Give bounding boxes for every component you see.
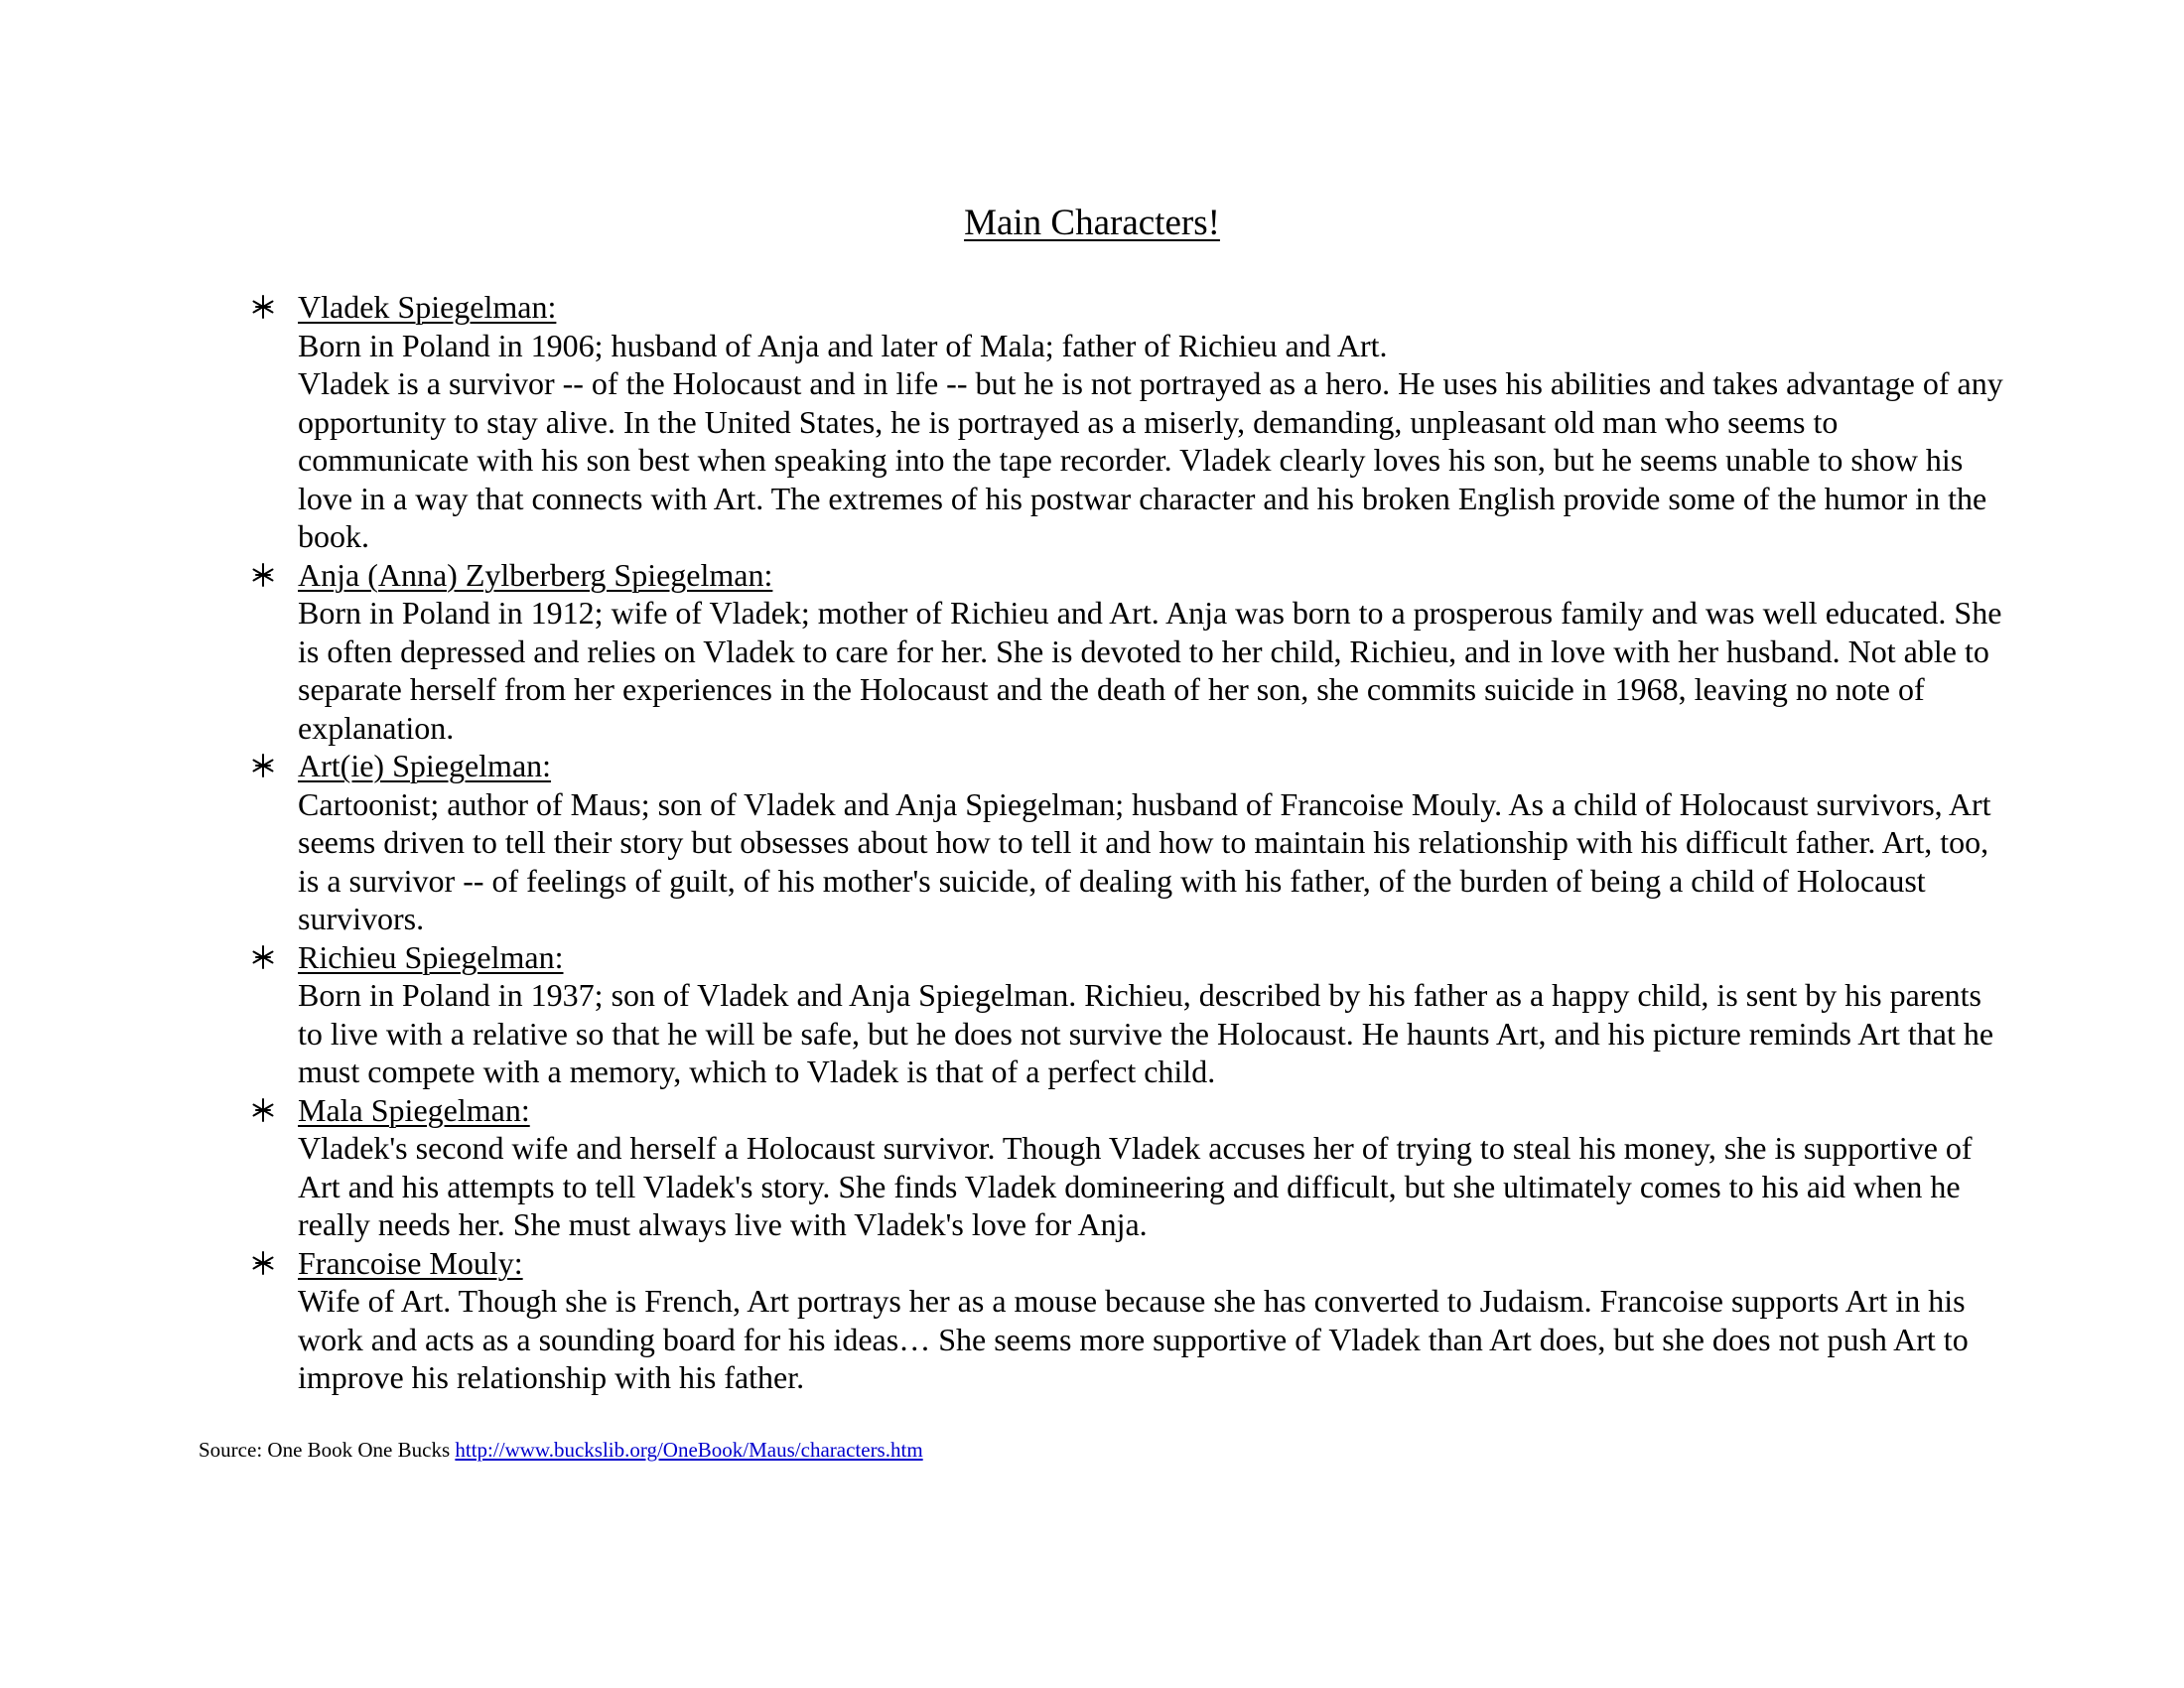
source-citation	[199, 1437, 923, 1463]
asterisk-star-icon	[248, 1244, 278, 1282]
character-entry-mala	[298, 1091, 2005, 1244]
character-name: Art(ie) Spiegelman:	[298, 748, 552, 783]
character-entry-richieu	[298, 938, 2005, 1091]
asterisk-star-icon	[248, 1091, 278, 1129]
character-name: Vladek Spiegelman:	[298, 289, 557, 325]
character-description: Wife of Art. Though she is French, Art portrays her as a mouse because she has converted to Judaism. Francoise supports Art in his work and acts as a sounding board for his ideas… She seems more supportive of Vladek than Art does, but she does not push Art to improve his relationship with his father.	[298, 1283, 1969, 1395]
character-description: Vladek is a survivor -- of the Holocaust and in life -- but he is not portrayed as a hero. He uses his abilities and takes advantage of any opportunity to stay alive. In the United States, he is portrayed as a miserly, demanding, unpleasant old man who seems to communicate with his son best when speaking into the tape recorder. Vladek clearly loves his son, but he seems unable to show his love in a way that connects with Art. The extremes of his postwar character and his broken English provide some of the humor in the book.	[298, 365, 2003, 554]
page-title	[0, 202, 2184, 245]
asterisk-star-icon	[248, 556, 278, 594]
character-entry-art	[298, 747, 2005, 938]
asterisk-star-icon	[248, 747, 278, 784]
character-list	[298, 288, 2005, 1397]
character-name: Anja (Anna) Zylberberg Spiegelman:	[298, 556, 773, 593]
character-description: Born in Poland in 1912; wife of Vladek; mother of Richieu and Art. Anja was born to a prosperous family and was well educated. She is often depressed and relies on Vladek to care for her. She is devoted to her child, Richieu, and in love with her husband. Not able to separate herself from her experiences in the Holocaust and the death of her son, she commits suicide in 1968, leaving no note of explanation.	[298, 595, 2002, 746]
character-entry-vladek	[298, 288, 2005, 556]
character-description: Born in Poland in 1906; husband of Anja and later of Mala; father of Richieu and Art.	[298, 327, 1388, 363]
character-name: Richieu Spiegelman:	[298, 938, 564, 975]
character-description: Cartoonist; author of Maus; son of Vladek and Anja Spiegelman; husband of Francoise Mouly. As a child of Holocaust survivors, Art seems driven to tell their story but obsesses about how to tell it and how to maintain his relationship with his difficult father. Art, too, is a survivor -- of feelings of guilt, of his mother's suicide, of dealing with his father, of the burden of being a child of Holocaust survivors.	[298, 785, 1991, 936]
source-link[interactable]: http://www.buckslib.org/OneBook/Maus/characters.htm	[455, 1438, 923, 1462]
character-description: Vladek's second wife and herself a Holocaust survivor. Though Vladek accuses her of trying to steal his money, she is supportive of Art and his attempts to tell Vladek's story. She finds Vladek domineering and difficult, but she ultimately comes to his aid when he really needs her. She must always live with Vladek's love for Anja.	[298, 1130, 1973, 1242]
page-title-text: Main Characters!	[964, 203, 1220, 243]
asterisk-star-icon	[248, 938, 278, 976]
character-entry-anja	[298, 556, 2005, 748]
source-label: Source: One Book One Bucks	[199, 1438, 451, 1462]
character-entry-francoise	[298, 1244, 2005, 1397]
asterisk-star-icon	[248, 288, 278, 326]
character-description: Born in Poland in 1937; son of Vladek and Anja Spiegelman. Richieu, described by his father as a happy child, is sent by his parents to live with a relative so that he will be safe, but he does not survive the Holocaust. He haunts Art, and his picture reminds Art that he must compete with a memory, which to Vladek is that of a perfect child.	[298, 977, 1994, 1089]
character-name: Francoise Mouly:	[298, 1244, 523, 1281]
character-name: Mala Spiegelman:	[298, 1091, 530, 1128]
